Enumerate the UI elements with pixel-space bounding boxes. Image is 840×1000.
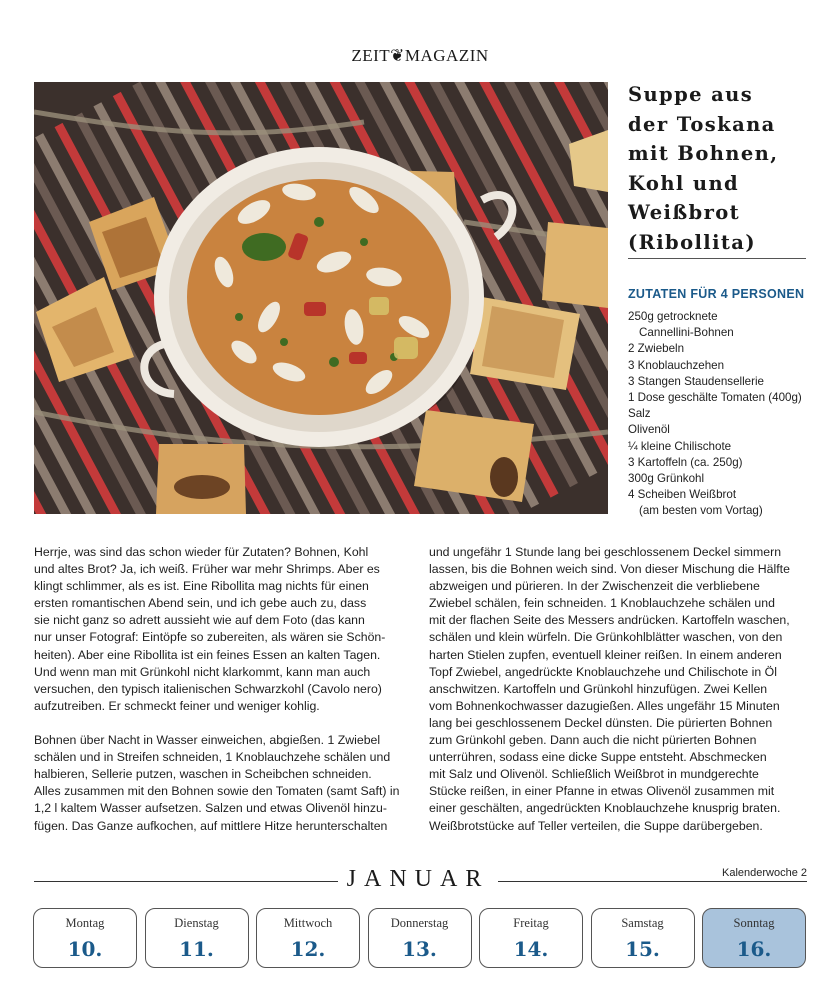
- body-text-line: Herrje, was sind das schon wieder für Zutaten? Bohnen, Kohl: [34, 545, 369, 559]
- body-text-line: Alles zusammen mit den Bohnen sowie den Tomaten (samt Saft) in: [34, 784, 400, 799]
- ingredient-item: Salz: [628, 407, 651, 421]
- ingredients-list: [628, 309, 818, 520]
- day-cell-sonntag[interactable]: [702, 908, 806, 968]
- ingredient-item: 3 Knoblauchzehen: [628, 358, 725, 372]
- body-text-line: abzweigen und pürieren. In der Zwischenzeit die verbliebene: [429, 579, 760, 594]
- body-text-line: schälen und in Streifen schneiden, 1 Knoblauchzehe schälen und: [34, 750, 391, 765]
- body-text-line: harten Stielen zupfen, eventuell kleiner reißen. In einem anderen: [429, 647, 782, 662]
- month-rule-left: [34, 881, 338, 882]
- day-name: Freitag: [513, 916, 549, 930]
- recipe-title: Suppe aus der Toskana mit Bohnen, Kohl und Weißbrot (Ribollita): [628, 83, 779, 254]
- body-text-line: Zwiebel schälen, fein schneiden. 1 Knoblauchzehe schälen und: [429, 596, 775, 611]
- body-text-line: Bohnen über Nacht in Wasser einweichen, abgießen. 1 Zwiebel: [34, 733, 381, 748]
- day-name: Sonntag: [733, 916, 775, 930]
- body-text-line: mit Salz und Olivenöl. Schließlich Weißbrot in mundgerechte: [429, 767, 759, 782]
- body-text-line: zum Grünkohl geben. Dann auch die nicht pürierten Bohnen: [429, 733, 757, 748]
- body-text-line: einer geschälten, angedrückten Knoblauchzehe knusprig braten.: [429, 801, 781, 816]
- body-text-line: lang bei geschlossenem Deckel dünsten. Die pürierten Bohnen: [429, 715, 773, 730]
- body-column-left: [34, 544, 406, 835]
- body-text-line: anschwitzen. Kartoffeln und Grünkohl hinzufügen. Zwei Kellen: [429, 681, 768, 696]
- day-cell-samstag[interactable]: [591, 908, 695, 968]
- body-text-line: mit der flachen Seite des Messers andrücken. Kartoffeln waschen,: [429, 613, 790, 628]
- day-date: 16.: [736, 937, 772, 961]
- body-text-line: fügen. Das Ganze aufkochen, auf mittlere Hitze herunterschalten: [34, 818, 388, 833]
- day-date: 13.: [402, 937, 437, 961]
- body-text-line: heiten). Aber eine Ribollita ist ein feines Essen an kalten Tagen.: [34, 647, 381, 662]
- ingredient-item: ¼ kleine Chilischote: [628, 439, 732, 453]
- day-cell-donnerstag[interactable]: [368, 908, 472, 968]
- ingredient-item: 2 Zwiebeln: [628, 342, 685, 356]
- month-title: JANUAR: [346, 866, 490, 892]
- body-text-line: Stücke reißen, in einer Pfanne in etwas Olivenöl zusammen mit: [429, 784, 775, 799]
- ingredient-item: (am besten vom Vortag): [639, 504, 763, 518]
- month-rule-right: [498, 881, 807, 882]
- day-date: 10.: [67, 937, 103, 961]
- body-text-line: schälen und klein würfeln. Die Grünkohlblätter waschen, von den: [429, 630, 783, 645]
- body-text-line: halbieren, Sellerie putzen, waschen in Scheibchen schneiden.: [34, 767, 372, 782]
- ingredients-heading: ZUTATEN FÜR 4 PERSONEN: [628, 287, 805, 301]
- ingredient-item: 300g Grünkohl: [628, 472, 705, 486]
- ingredient-item: 1 Dose geschälte Tomaten (400g): [628, 391, 802, 405]
- ingredient-item: 3 Kartoffeln (ca. 250g): [628, 455, 743, 469]
- day-date: 14.: [513, 937, 549, 961]
- day-name: Samstag: [621, 916, 664, 930]
- body-text-line: nur unser Fotograf: Eintöpfe so zubereiten, als wären sie Schön-: [34, 630, 386, 645]
- day-name: Dienstag: [174, 916, 219, 930]
- day-date: 11.: [179, 937, 214, 961]
- day-date: 15.: [625, 937, 660, 961]
- ingredient-item: 4 Scheiben Weißbrot: [628, 488, 737, 502]
- body-text-line: Topf Zwiebel, angedrückte Knoblauchzehe und Chilischote in Öl: [429, 664, 777, 679]
- body-text-line: und ungefähr 1 Stunde lang bei geschlossenem Deckel simmern: [429, 545, 782, 559]
- day-name: Montag: [65, 916, 105, 930]
- body-text-line: 1,2 l kaltem Wasser aufsetzen. Salzen und etwas Olivenöl hinzu-: [34, 801, 387, 816]
- body-text-line: sie nicht ganz so adrett aussieht wie auf dem Foto (das kann: [34, 613, 365, 628]
- body-text-line: lassen, bis die Bohnen weich sind. Von dieser Mischung die Hälfte: [429, 562, 790, 577]
- soup-photo: [34, 82, 608, 514]
- ingredient-item: 250g getrocknete: [628, 310, 718, 323]
- day-cell-freitag[interactable]: [479, 908, 583, 968]
- day-cell-mittwoch[interactable]: [256, 908, 360, 968]
- ingredient-item: 3 Stangen Staudensellerie: [628, 374, 765, 388]
- title-divider: [628, 258, 806, 259]
- body-text-line: vom Bohnenkochwasser dazugießen. Alles ungefähr 15 Minuten: [429, 698, 780, 713]
- day-cell-dienstag[interactable]: [145, 908, 249, 968]
- body-text-line: klingt schlimmer, als es ist. Eine Ribollita mag nichts für einen: [34, 579, 369, 594]
- body-text-line: unterrühren, sodass eine dicke Suppe entsteht. Abschmecken: [429, 750, 767, 765]
- body-text-line: ersten romantischen Abend sein, und ich gebe auch zu, dass: [34, 596, 367, 611]
- body-text-line: Und wenn man mit Grünkohl nicht klarkommt, kann man auch: [34, 664, 371, 679]
- paragraph-break: [34, 715, 406, 732]
- day-date: 12.: [290, 937, 326, 961]
- body-text-line: versuchen, den typisch italienischen Schwarzkohl (Cavolo nero): [34, 681, 382, 696]
- ingredient-item: Olivenöl: [628, 423, 670, 437]
- body-text-line: und altes Brot? Ja, ich weiß. Früher war mehr Shrimps. Aber es: [34, 562, 380, 577]
- body-text-line: Weißbrotstücke auf Teller verteilen, die Suppe darübergeben.: [429, 818, 763, 833]
- ingredient-item: Cannellini-Bohnen: [639, 326, 734, 340]
- day-name: Mittwoch: [283, 916, 333, 930]
- calendar-week-label: Kalenderwoche 2: [721, 867, 807, 879]
- day-cell-montag[interactable]: [33, 908, 137, 968]
- body-text-line: aufzutreiben. Er schmeckt feiner und weniger kohlig.: [34, 698, 320, 713]
- magazine-logo: ZEIT❦MAGAZIN: [351, 46, 489, 65]
- body-column-right: [429, 544, 809, 835]
- day-name: Donnerstag: [390, 916, 449, 930]
